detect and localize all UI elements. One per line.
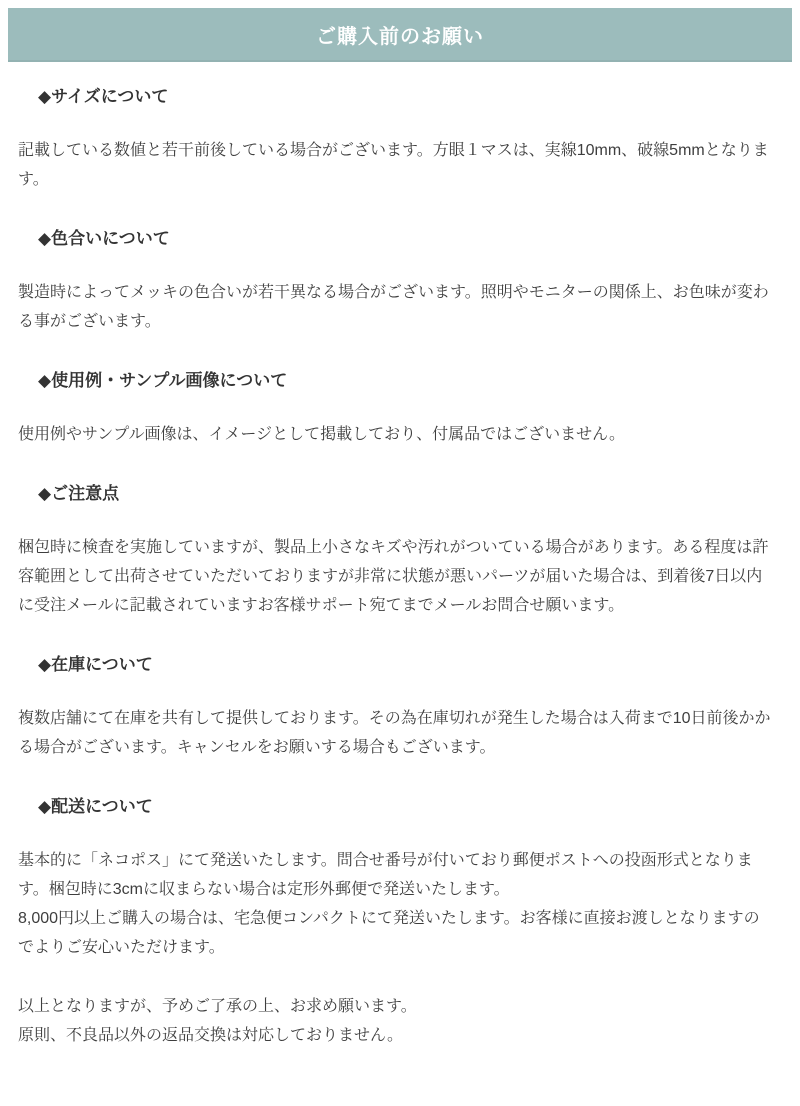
closing-note — [18, 992, 774, 1050]
section-heading-size: ◆サイズについて — [38, 87, 169, 106]
section-body-shipping: 基本的に「ネコポス」にて発送いたします。問合せ番号が付いており郵便ポストへの投函形式となります。梱包時に3cmに収まらない場合は定形外郵便で発送いたします。 — [18, 852, 753, 898]
section-body-caution: 梱包時に検査を実施していますが、製品上小さなキズや汚れがついている場合があります。ある程度は許容範囲として出荷させていただいておりますが非常に状態が悪いパーツが届いた場合は、到着後7日以内に受注メールに記載されていますお客様サポート宛てまでメールお問合せ願います。 — [18, 539, 769, 614]
section-heading-caution: ◆ご注意点 — [38, 484, 120, 503]
page-title: ご購入前のお願い — [316, 25, 484, 48]
notice-header-banner — [8, 8, 792, 62]
section-body-color: 製造時によってメッキの色合いが若干異なる場合がございます。照明やモニターの関係上、お色味が変わる事がございます。 — [18, 284, 769, 330]
notice-content — [8, 86, 792, 1074]
section-sample-images — [18, 370, 774, 449]
closing-line-1: 以上となりますが、予めご了承の上、お求め願います。 — [18, 998, 417, 1015]
section-heading-shipping: ◆配送について — [38, 797, 153, 816]
section-body-stock: 複数店舗にて在庫を共有して提供しております。その為在庫切れが発生した場合は入荷まで10日前後かかる場合がございます。キャンセルをお願いする場合もございます。 — [18, 710, 771, 756]
section-heading-sample-images: ◆使用例・サンプル画像について — [38, 371, 288, 390]
section-body-sample-images: 使用例やサンプル画像は、イメージとして掲載しており、付属品ではございません。 — [18, 426, 626, 443]
section-color — [18, 228, 774, 336]
section-size — [18, 86, 774, 194]
section-body-shipping-2: 8,000円以上ご購入の場合は、宅急便コンパクトにて発送いたします。お客様に直接お渡しとなりますのでよりご安心いただけます。 — [18, 910, 760, 956]
section-heading-color: ◆色合いについて — [38, 229, 170, 248]
section-stock — [18, 654, 774, 762]
section-caution — [18, 483, 774, 620]
section-heading-stock: ◆在庫について — [38, 655, 153, 674]
closing-line-2: 原則、不良品以外の返品交換は対応しておりません。 — [18, 1027, 403, 1044]
section-body-size: 記載している数値と若干前後している場合がございます。方眼１マスは、実線10mm、破線5mmとなります。 — [18, 142, 769, 188]
section-shipping — [18, 796, 774, 962]
